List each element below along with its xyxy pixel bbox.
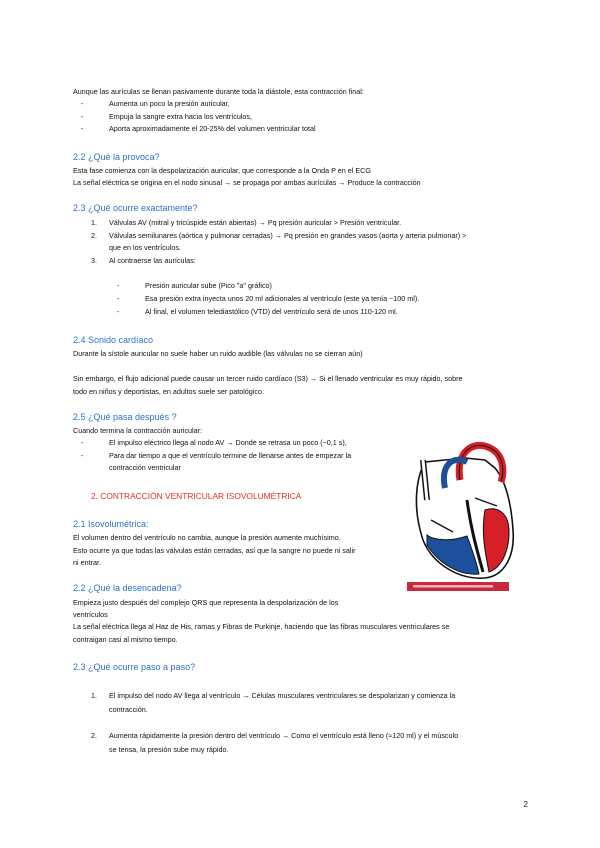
bullet-continuation: contracción ventricular [109,463,181,472]
heading-2-5: 2.5 ¿Qué pasa después ? [73,412,177,422]
intro-text: Aunque las aurículas se llenan pasivamente durante toda la diástole, esta contracción final: [73,87,364,96]
text-line: Esta fase comienza con la despolarización auricular, que corresponde a la Onda P en el ECG [73,166,371,175]
sub-bullet: - Al final, el volumen telediastólico (VTD) del ventrículo será de unos 110-120 ml. [145,306,398,317]
text-line: contraigan casi al mismo tiempo. [73,635,178,644]
step-text: Aumenta rápidamente la presión dentro del ventrículo → Como el ventrículo está lleno (≈120 ml) y el músculo [109,731,459,740]
list-number: 2. [91,231,97,240]
step-text: El impulso del nodo AV llega al ventrículo → Células musculares ventriculares se despolarizan y comienza la [109,691,456,700]
text-line: La señal eléctrica llega al Haz de His, ramas y Fibras de Purkinje, haciendo que las fibras musculares ventriculares se [73,622,450,631]
heading-2-4: 2.4 Sonido cardíaco [73,335,154,345]
text-line: Empieza justo después del complejo QRS que representa la despolarización de los [73,598,339,607]
text-line: todo en niños y deportistas, en adultos suele ser patológico. [73,387,264,396]
text-line: Durante la sístole auricular no suele haber un ruido audible (las válvulas no se cierran aún) [73,349,363,358]
text-line: Esto ocurre ya que todas las válvulas están cerradas, así que la sangre no puede ni salir [73,546,356,555]
intro-bullet: - Empuja la sangre extra hacia los ventrículos, [109,111,252,122]
heading-2-3: 2.3 ¿Qué ocurre exactamente? [73,203,198,213]
heart-illustration [405,440,520,595]
list-number: 1. [91,691,97,700]
list-item: Válvulas semilunares (aórtica y pulmonar cerradas) → Pq presión en grandes vasos (aorta y arteria pulmonar) > [109,231,467,240]
list-number: 2. [91,731,97,740]
sub-bullet: - Esa presión extra inyecta unos 20 ml adicionales al ventrículo (este ya tenía ~100 ml). [145,293,419,304]
text-line: La señal eléctrica se origina en el nodo sinusal → se propaga por ambas aurículas → Produce la contracción [73,178,421,187]
text-line: El volumen dentro del ventrículo no cambia, aunque la presión aumente muchísimo. [73,533,341,542]
section-title: 2. CONTRACCIÓN VENTRICULAR ISOVOLUMÉTRICA [91,491,302,501]
list-number: 3. [91,256,97,265]
bullet: - Para dar tiempo a que el ventrículo termine de llenarse antes de empezar la [109,450,351,461]
bullet: - El impulso eléctrico llega al nodo AV → Donde se retrasa un poco (~0,1 s), [109,437,347,448]
sub-bullet: - Presión auricular sube (Pico "a" gráfico) [145,280,272,291]
list-item-continuation: que en los ventrículos. [109,243,181,252]
page-number: 2 [523,800,528,809]
text-line: Cuando termina la contracción auricular: [73,426,203,435]
heading-2-2-desencadena: 2.2 ¿Qué la desencadena? [73,583,182,593]
heading-2-2: 2.2 ¿Qué la provoca? [73,152,160,162]
heading-2-3-paso: 2.3 ¿Qué ocurre paso a paso? [73,662,196,672]
step-text-continuation: contracción. [109,705,148,714]
list-item: Al contraerse las aurículas: [109,256,196,265]
list-number: 1. [91,218,97,227]
heading-2-1: 2.1 Isovolumétrica: [73,519,149,529]
list-item: Válvulas AV (mitral y tricúspide están abiertas) → Pq presión auricular > Presión ventricular. [109,218,402,227]
caption-text-mark [413,585,493,588]
intro-bullet: - Aumenta un poco la presión auricular, [109,98,230,109]
text-line: ni entrar. [73,558,101,567]
text-line: ventrículos [73,610,108,619]
step-text-continuation: se tensa, la presión sube muy rápido. [109,745,229,754]
text-line: Sin embargo, el flujo adicional puede causar un tercer ruido cardíaco (S3) → Si el llenado ventricular es muy rápido, sobre [73,374,463,383]
intro-bullet: - Aporta aproximadamente el 20-25% del volumen ventricular total [109,123,316,134]
